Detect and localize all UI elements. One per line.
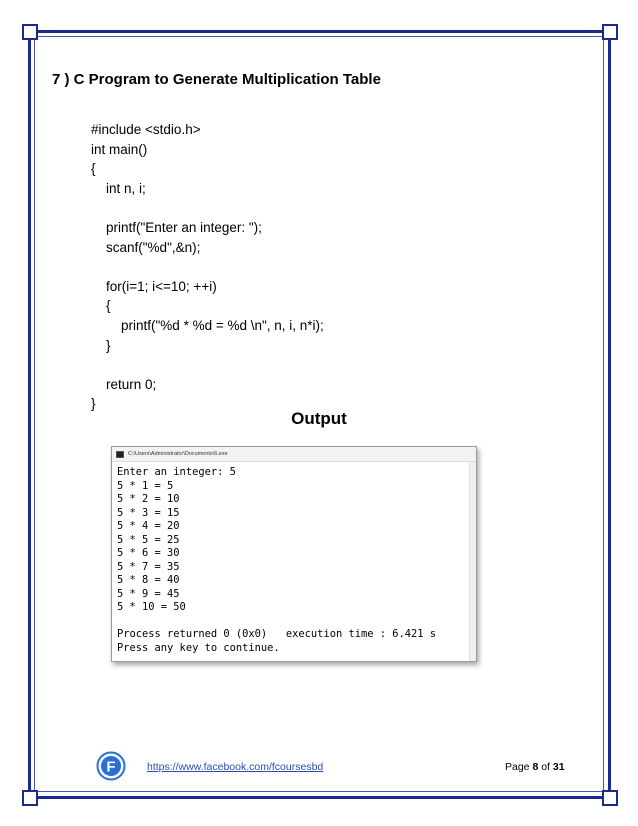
border-corner-ornament bbox=[602, 790, 618, 806]
logo-letter: F bbox=[106, 758, 116, 776]
page-border-bottom bbox=[22, 796, 616, 799]
console-scrollbar[interactable] bbox=[469, 462, 476, 661]
border-corner-ornament bbox=[602, 24, 618, 40]
page-label: Page bbox=[505, 761, 530, 773]
facebook-link[interactable]: https://www.facebook.com/fcoursesbd bbox=[147, 761, 324, 773]
console-app-icon bbox=[116, 451, 124, 458]
border-corner-ornament bbox=[22, 790, 38, 806]
code-block: #include <stdio.h> int main() { int n, i; printf("Enter an integer: "); scanf("%d",&n); for(i=1; i<=10; ++i) { printf("%d * %d = %d \n", n, i, n*i); } return 0; } bbox=[91, 122, 324, 412]
current-page: 8 bbox=[532, 761, 539, 773]
border-corner-ornament bbox=[22, 24, 38, 40]
page-number bbox=[505, 761, 565, 773]
console-window bbox=[111, 446, 477, 662]
section-heading: 7 ) C Program to Generate Multiplication Table bbox=[52, 71, 381, 88]
fcourses-logo-icon bbox=[96, 751, 126, 781]
page-border-inner-top bbox=[34, 36, 604, 37]
console-titlebar bbox=[112, 447, 476, 462]
console-title-path: C:\Users\Administrator\Documents\6.exe bbox=[128, 451, 228, 457]
of-label: of bbox=[541, 761, 550, 773]
total-pages: 31 bbox=[552, 761, 565, 773]
page-border-inner-bottom bbox=[34, 791, 604, 792]
output-title: Output bbox=[291, 409, 347, 428]
console-output: Enter an integer: 5 5 * 1 = 5 5 * 2 = 10 5 * 3 = 15 5 * 4 = 20 5 * 5 = 25 5 * 6 = 30 5 * 7 = 35 5 * 8 = 40 5 * 9 = 45 5 * 10 = 50 Process returned 0 (0x0) execution time : 6.421 s Press any key to continue. bbox=[117, 466, 437, 654]
page-border-top bbox=[22, 30, 616, 33]
